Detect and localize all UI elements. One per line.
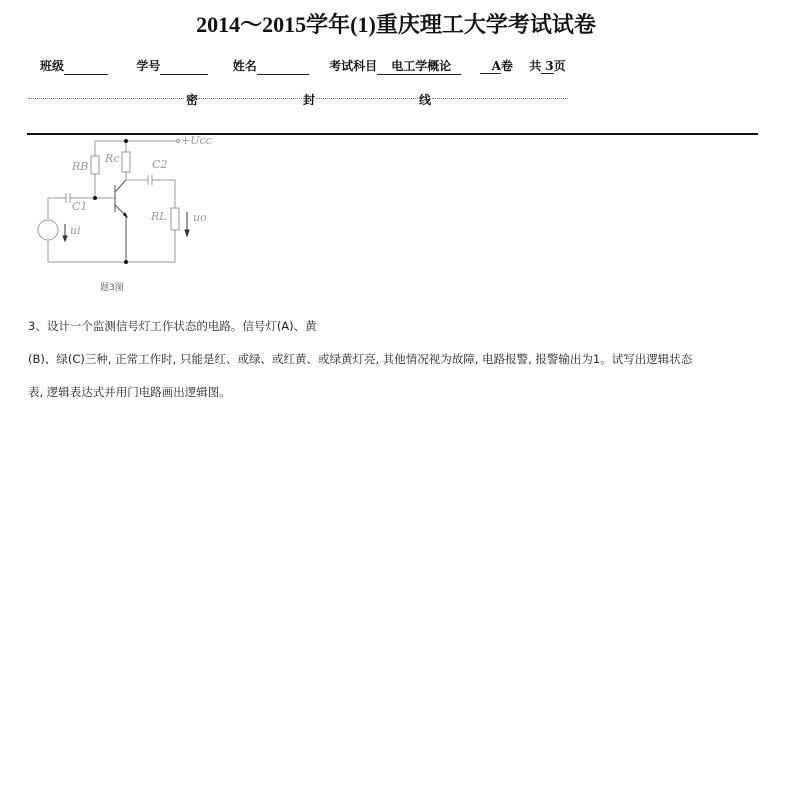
total-label: 共 — [529, 59, 542, 73]
seal-feng: 封 — [303, 93, 316, 107]
id-label: 学号 — [136, 59, 161, 73]
question-line-1: 3、设计一个监测信号灯工作状态的电路。信号灯(A)、黄 — [28, 319, 317, 333]
seal-mi: 密 — [186, 93, 199, 107]
class-label: 班级 — [40, 59, 65, 73]
seal-dotted-line — [432, 98, 568, 99]
uo-label: uo — [193, 211, 207, 224]
bottom-wire — [48, 198, 175, 262]
name-label: 姓名 — [232, 59, 257, 73]
question-line-3: 表, 逻辑表达式并用门电路画出逻辑图。 — [28, 385, 231, 399]
ucc-label: +Ucc — [181, 134, 212, 147]
figure-caption: 题3图 — [100, 283, 124, 293]
paper-value: A — [480, 59, 501, 74]
rb-label: RB — [72, 160, 89, 173]
seal-dotted-line — [316, 98, 418, 99]
rl-label: RL — [151, 210, 167, 223]
pages-value: 3 — [541, 59, 553, 74]
exam-title: 2014～2015学年(1)重庆理工大学考试试卷 — [196, 12, 596, 37]
question-line-2: (B)、绿(C)三种, 正常工作时, 只能是红、或绿、或红黄、或绿黄灯亮, 其他情况视为故障, 电路报警, 报警输出为1。试写出逻辑状态 — [28, 352, 693, 366]
paper-label: 卷 — [500, 59, 513, 73]
name-field[interactable] — [257, 62, 309, 75]
source-circle — [38, 220, 58, 240]
c1-capacitor — [66, 193, 70, 203]
rc-resistor — [122, 152, 130, 172]
subject-value: 电工学概论 — [377, 57, 461, 75]
c2-label: C2 — [152, 158, 168, 171]
circuit-diagram — [0, 0, 260, 300]
rl-resistor — [171, 208, 179, 230]
seal-xian: 线 — [419, 93, 432, 107]
c1-label: C1 — [72, 200, 88, 213]
pages-unit: 页 — [553, 59, 566, 73]
rb-resistor — [91, 156, 99, 174]
rc-label: Rc — [105, 152, 120, 165]
ui-label: ui — [70, 224, 81, 237]
transistor — [115, 180, 126, 262]
c2-capacitor — [148, 175, 152, 185]
subject-label: 考试科目 — [329, 59, 378, 73]
ucc-terminal — [177, 140, 180, 143]
